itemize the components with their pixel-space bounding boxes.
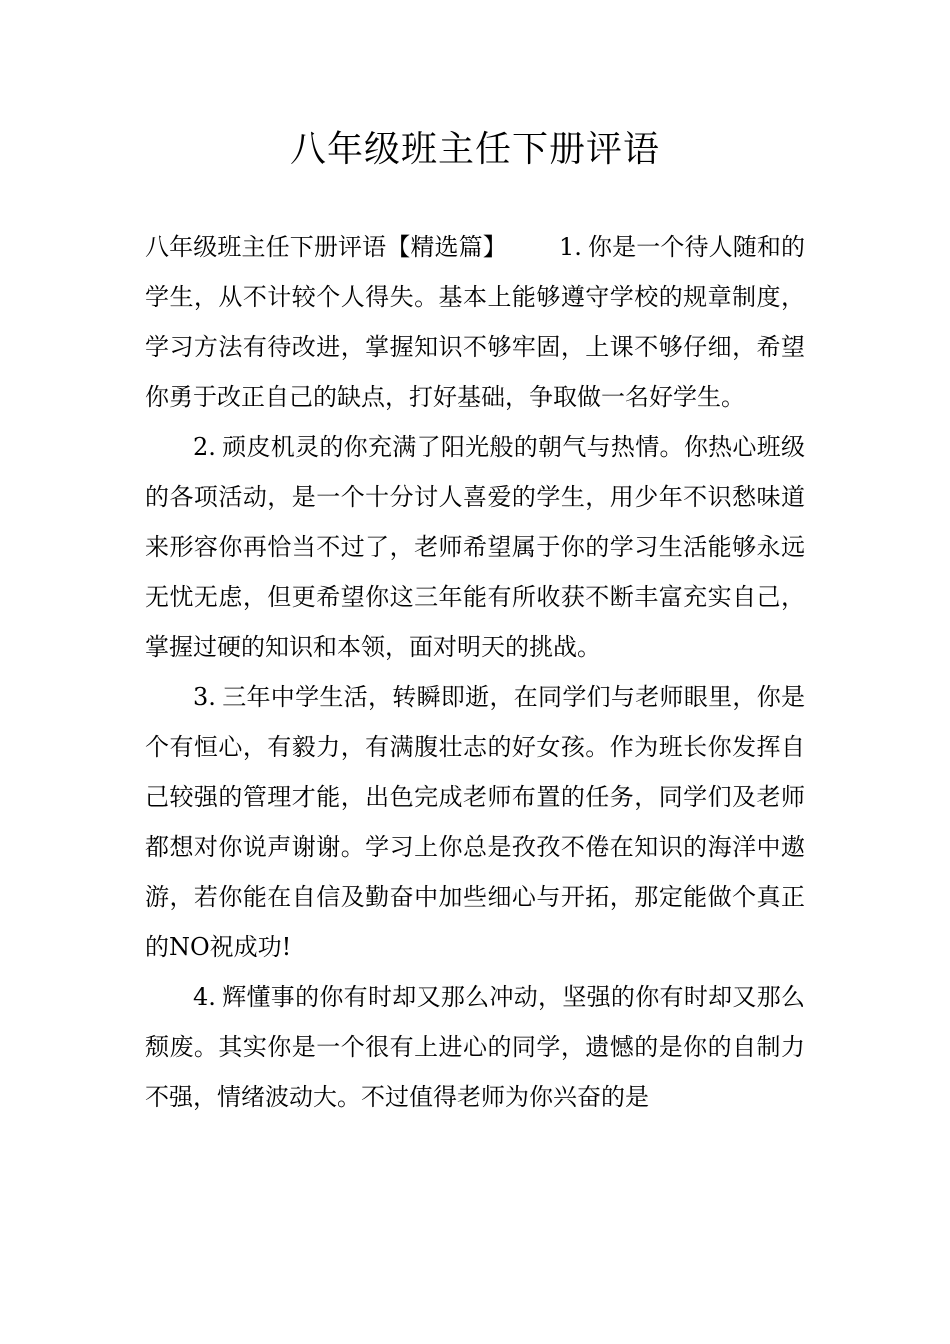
paragraph-number: 4. xyxy=(193,983,216,1011)
paragraph-text: 三年中学生活，转瞬即逝，在同学们与老师眼里，你是个有恒心，有毅力，有满腹壮志的好女孩。作为班长你发挥自己较强的管理才能，出色完成老师布置的任务，同学们及老师都想对你说声谢谢。学习上你总是孜孜不倦在知识的海洋中遨游，若你能在自信及勤奋中加些细心与开拓，那定能做个真正的NO祝成功! xyxy=(145,683,805,961)
document-body xyxy=(145,222,805,1122)
paragraph-4 xyxy=(145,972,805,1122)
paragraph-number: 3. xyxy=(193,683,216,711)
paragraph-text: 你是一个待人随和的学生，从不计较个人得失。基本上能够遵守学校的规章制度，学习方法有待改进，掌握知识不够牢固，上课不够仔细，希望你勇于改正自己的缺点，打好基础，争取做一名好学生。 xyxy=(145,233,806,411)
paragraph-number: 1. xyxy=(558,233,582,261)
paragraph-2 xyxy=(145,422,805,672)
paragraph-3 xyxy=(145,672,805,972)
paragraph-text: 顽皮机灵的你充满了阳光般的朝气与热情。你热心班级的各项活动，是一个十分讨人喜爱的学生，用少年不识愁味道来形容你再恰当不过了，老师希望属于你的学习生活能够永远无忧无虑，但更希望你这三年能有所收获不断丰富充实自己，掌握过硬的知识和本领，面对明天的挑战。 xyxy=(145,433,805,661)
paragraph-number: 2. xyxy=(193,433,216,461)
paragraph-1 xyxy=(145,222,805,422)
intro-heading: 八年级班主任下册评语【精选篇】 xyxy=(145,233,507,261)
document-title: 八年级班主任下册评语 xyxy=(289,129,660,170)
paragraph-text: 辉懂事的你有时却又那么冲动，坚强的你有时却又那么颓废。其实你是一个很有上进心的同学，遗憾的是你的自制力不强，情绪波动大。不过值得老师为你兴奋的是 xyxy=(145,983,805,1111)
